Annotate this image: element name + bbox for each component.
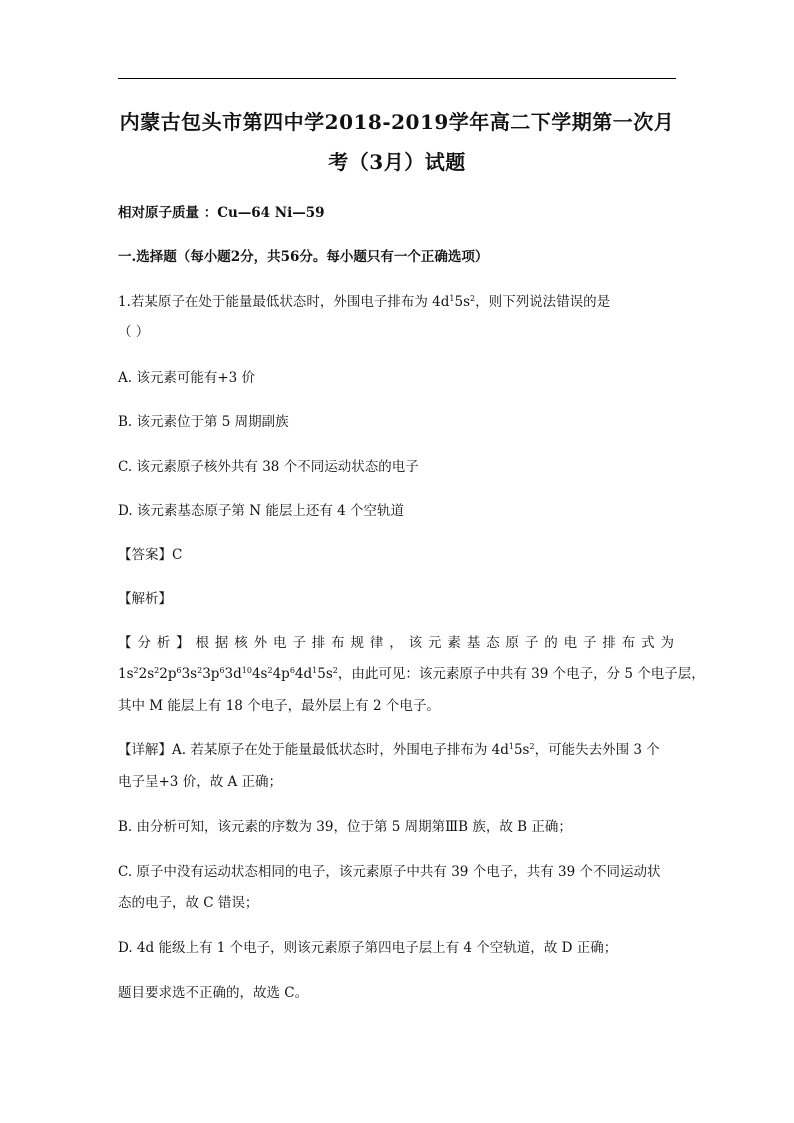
config-superscript: 1 bbox=[312, 666, 318, 675]
question-blank: （ ） bbox=[118, 324, 150, 340]
analysis-line2 bbox=[118, 662, 705, 682]
config-orbital: 3s bbox=[181, 666, 198, 682]
detail-line2: 电子呈+3 价，故 A 正确； bbox=[118, 774, 283, 790]
option-b: B. 该元素位于第 5 周期副族 bbox=[118, 414, 289, 430]
stem-prefix: 1.若某原子在处于能量最低状态时，外围电子排布为 4d bbox=[118, 294, 450, 310]
detail-sup1: 1 bbox=[508, 742, 514, 751]
config-superscript: 2 bbox=[197, 666, 203, 675]
detail-d: D. 4d 能级上有 1 个电子，则该元素原子第四电子层上有 4 个空轨道，故 D 正确； bbox=[118, 940, 618, 956]
analysis-line3: 其中 M 能层上有 18 个电子，最外层上有 2 个电子。 bbox=[118, 698, 440, 714]
config-orbital: 4s bbox=[251, 666, 268, 682]
document-title-line2: 考（3月）试题 bbox=[328, 150, 466, 174]
detail-mid: 5s bbox=[513, 742, 530, 758]
detail-suffix: ，可能失去外围 3 个 bbox=[534, 742, 660, 758]
config-orbital: 2p bbox=[159, 666, 177, 682]
header-rule bbox=[118, 78, 676, 79]
config-superscript: 6 bbox=[219, 666, 225, 675]
detail-sup2: 2 bbox=[529, 742, 535, 751]
config-orbital: 3d bbox=[224, 666, 242, 682]
stem-sup2: 2 bbox=[470, 294, 476, 303]
config-superscript: 2 bbox=[154, 666, 160, 675]
analysis-line2-suffix: ，由此可见：该元素原子中共有 39 个电子，分 5 个电子层， bbox=[337, 666, 705, 682]
config-orbital: 4p bbox=[272, 666, 290, 682]
analysis-line1: 【分析】根据核外电子排布规律，该元素基态原子的电子排布式为 bbox=[118, 635, 674, 651]
stem-mid: 5s bbox=[454, 294, 471, 310]
config-orbital: 1s bbox=[118, 666, 134, 682]
config-orbital: 3p bbox=[202, 666, 220, 682]
document-title-line1: 内蒙古包头市第四中学2018-2019学年高二下学期第一次月 bbox=[119, 110, 675, 134]
detail-c2: 态的电子，故 C 错误； bbox=[118, 895, 259, 911]
config-superscript: 10 bbox=[241, 666, 252, 675]
config-superscript: 2 bbox=[133, 666, 139, 675]
config-orbital: 5s bbox=[317, 666, 333, 682]
option-a: A. 该元素可能有+3 价 bbox=[118, 370, 256, 386]
option-c: C. 该元素原子核外共有 38 个不同运动状态的电子 bbox=[118, 459, 419, 475]
config-superscript: 6 bbox=[289, 666, 295, 675]
stem-suffix: ，则下列说法错误的是 bbox=[475, 294, 611, 310]
config-superscript: 2 bbox=[267, 666, 273, 675]
answer-line: 【答案】C bbox=[118, 547, 183, 563]
stem-sup1: 1 bbox=[449, 294, 455, 303]
config-orbital: 4d bbox=[294, 666, 313, 682]
config-orbital: 2s bbox=[138, 666, 155, 682]
detail-prefix: 【详解】A. 若某原子在处于能量最低状态时，外围电子排布为 4d bbox=[118, 742, 509, 758]
detail-line1 bbox=[118, 738, 660, 758]
option-d: D. 该元素基态原子第 N 能层上还有 4 个空轨道 bbox=[118, 503, 404, 519]
section-header: 一.选择题（每小题2分，共56分。每小题只有一个正确选项） bbox=[118, 249, 489, 265]
detail-c1: C. 原子中没有运动状态相同的电子，该元素原子中共有 39 个电子，共有 39 个不同运动状 bbox=[118, 864, 661, 880]
config-superscript: 2 bbox=[332, 666, 338, 675]
detail-conclusion: 题目要求选不正确的，故选 C。 bbox=[118, 985, 309, 1001]
analysis-label: 【解析】 bbox=[118, 591, 172, 607]
config-superscript: 6 bbox=[176, 666, 182, 675]
question-stem bbox=[118, 290, 610, 310]
atomic-mass-note: 相对原子质量 ：Cu—64 Ni—59 bbox=[118, 205, 325, 221]
detail-b: B. 由分析可知，该元素的序数为 39，位于第 5 周期第ⅢB 族，故 B 正确； bbox=[118, 819, 572, 835]
electron-configuration bbox=[118, 666, 338, 682]
